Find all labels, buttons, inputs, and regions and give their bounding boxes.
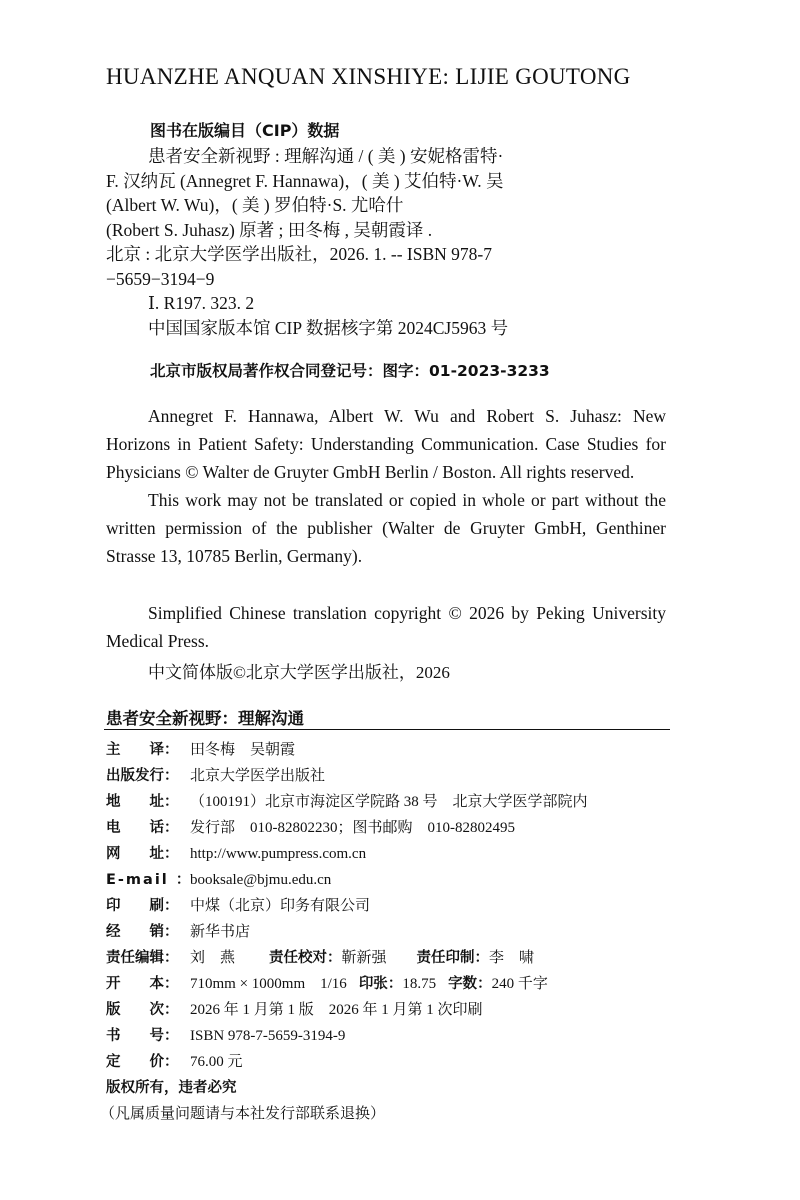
cip-line: −5659−3194−9 bbox=[106, 268, 215, 289]
info-row-website bbox=[106, 842, 706, 868]
printing-manager-value: 李 啸 bbox=[489, 950, 535, 966]
cip-line: 北京 : 北京大学医学出版社，2026. 1. -- ISBN 978-7 bbox=[106, 244, 492, 264]
info-row-printer bbox=[106, 894, 706, 920]
info-row-format bbox=[106, 972, 706, 998]
publisher-value: 北京大学医学出版社 bbox=[190, 768, 326, 784]
info-label: 书 号： bbox=[106, 1028, 179, 1044]
format-value: 710mm × 1000mm 1/16 bbox=[190, 976, 347, 992]
cip-line: F. 汉纳瓦 (Annegret F. Hannawa)，( 美 ) 艾伯特·W. 吴 bbox=[106, 170, 504, 191]
info-label: 网 址： bbox=[106, 846, 179, 862]
info-label: 主 译： bbox=[106, 742, 179, 758]
cip-data-block bbox=[106, 144, 706, 340]
info-row-email bbox=[106, 868, 706, 894]
website-value: http://www.pumpress.com.cn bbox=[190, 846, 367, 862]
info-row-distributor bbox=[106, 920, 706, 946]
return-note: （凡属质量问题请与本社发行部联系退换） bbox=[100, 1106, 386, 1122]
editor-value: 刘 燕 bbox=[190, 950, 236, 966]
info-row-translator bbox=[106, 738, 706, 764]
info-label: E-mail ： bbox=[106, 872, 193, 888]
info-label: 印 刷： bbox=[106, 898, 179, 914]
info-label: 经 销： bbox=[106, 924, 179, 940]
edition-value: 2026 年 1 月第 1 版 2026 年 1 月第 1 次印刷 bbox=[190, 1002, 483, 1018]
info-row-publisher bbox=[106, 764, 706, 790]
copyright-paragraph bbox=[106, 486, 666, 570]
cip-line: (Robert S. Juhasz) 原著 ; 田冬梅 , 吴朝霞译 . bbox=[106, 219, 433, 240]
info-row-edition bbox=[106, 998, 706, 1024]
translator-value: 田冬梅 吴朝霞 bbox=[190, 742, 296, 758]
proofreader-value: 靳新强 bbox=[341, 950, 387, 966]
sheets-value: 18.75 bbox=[402, 976, 437, 992]
chinese-copyright: 中文简体版©北京大学医学出版社，2026 bbox=[148, 663, 450, 682]
info-row-phone bbox=[106, 816, 706, 842]
book-title: 患者安全新视野：理解沟通 bbox=[106, 709, 304, 728]
copyright-paragraph-text: This work may not be translated or copied in whole or part without the written permission of the publisher (Walter de Gruyter GmbH, Genthiner Strasse 13, 10785 Berlin, Germany). bbox=[106, 490, 666, 566]
printing-manager-label: 责任印制： bbox=[416, 950, 490, 966]
distributor-value: 新华书店 bbox=[190, 924, 251, 940]
info-label: 电 话： bbox=[106, 820, 179, 836]
copyright-paragraph bbox=[106, 599, 666, 655]
isbn-value: ISBN 978-7-5659-3194-9 bbox=[190, 1028, 346, 1044]
cip-line: (Albert W. Wu)，( 美 ) 罗伯特·S. 尤哈什 bbox=[106, 195, 404, 215]
words-label: 字数： bbox=[448, 976, 492, 992]
title-divider bbox=[104, 729, 670, 730]
cip-class-number: Ⅰ. R197. 323. 2 bbox=[148, 293, 255, 313]
info-row-isbn bbox=[106, 1024, 706, 1050]
address-value: （100191）北京市海淀区学院路 38 号 北京大学医学部院内 bbox=[190, 794, 588, 810]
words-value: 240 千字 bbox=[491, 976, 548, 992]
info-row-responsibility bbox=[106, 946, 706, 972]
info-label: 开 本： bbox=[106, 976, 179, 992]
copyright-paragraph-text: Annegret F. Hannawa, Albert W. Wu and Robert S. Juhasz: New Horizons in Patient Safety: Understanding Communication. Case Studies for Physicians © Walter de Gruyter GmbH Berlin / Boston. All rights reserved. bbox=[106, 406, 666, 482]
copyright-paragraph bbox=[106, 402, 666, 486]
info-row-price bbox=[106, 1050, 706, 1076]
email-value: booksale@bjmu.edu.cn bbox=[190, 872, 332, 888]
cip-heading: 图书在版编目（CIP）数据 bbox=[150, 121, 340, 140]
info-label: 地 址： bbox=[106, 794, 179, 810]
phone-value: 发行部 010-82802230；图书邮购 010-82802495 bbox=[190, 820, 515, 836]
cip-line: 患者安全新视野 : 理解沟通 / ( 美 ) 安妮格雷特· bbox=[148, 146, 504, 166]
printer-value: 中煤（北京）印务有限公司 bbox=[190, 898, 371, 914]
proofreader-label: 责任校对： bbox=[269, 950, 342, 966]
copyright-registration: 北京市版权局著作权合同登记号：图字：01-2023-3233 bbox=[150, 362, 550, 380]
copyright-paragraph-text: Simplified Chinese translation copyright © 2026 by Peking University Medical Press. bbox=[106, 603, 666, 651]
info-row-address bbox=[106, 790, 706, 816]
latin-title: HUANZHE ANQUAN XINSHIYE: LIJIE GOUTONG bbox=[106, 64, 631, 89]
info-label: 版 次： bbox=[106, 1002, 179, 1018]
publication-info bbox=[100, 738, 706, 1128]
info-label: 定 价： bbox=[106, 1054, 179, 1070]
info-label: 出版发行： bbox=[106, 768, 179, 784]
info-label: 责任编辑： bbox=[106, 950, 179, 966]
sheets-label: 印张： bbox=[358, 976, 403, 992]
price-value: 76.00 元 bbox=[190, 1054, 243, 1070]
rights-reserved: 版权所有，违者必究 bbox=[106, 1080, 237, 1096]
cip-verification-number: 中国国家版本馆 CIP 数据核字第 2024CJ5963 号 bbox=[148, 317, 509, 338]
